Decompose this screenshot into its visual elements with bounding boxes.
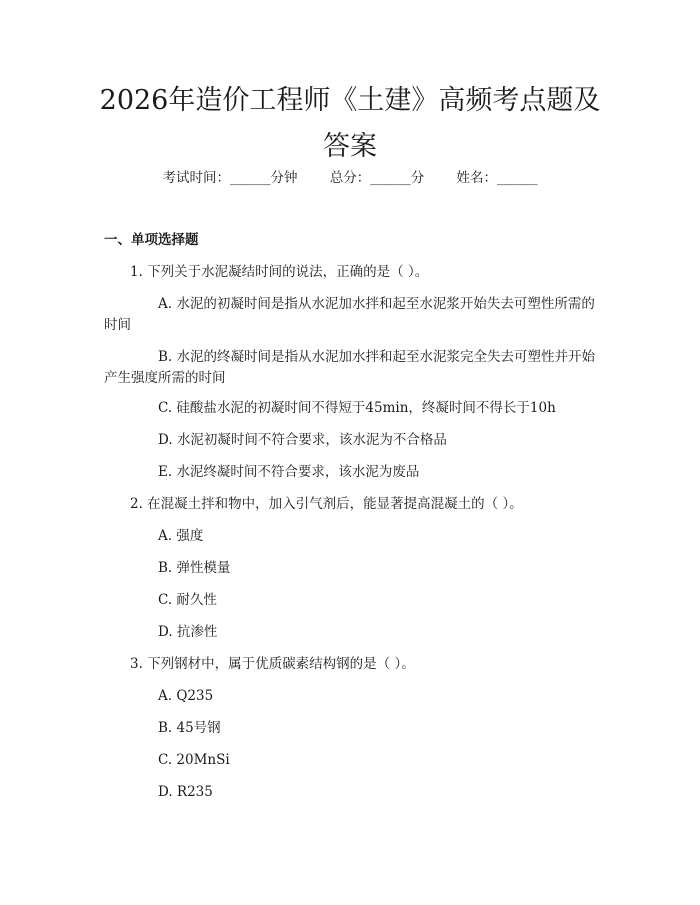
question-1-option-d: D. 水泥初凝时间不符合要求，该水泥为不合格品 bbox=[158, 432, 447, 448]
question-1-stem: 1. 下列关于水泥凝结时间的说法，正确的是（ ）。 bbox=[130, 264, 429, 280]
question-2-option-a: A. 强度 bbox=[158, 528, 204, 544]
question-1-option-c: C. 硅酸盐水泥的初凝时间不得短于45min，终凝时间不得长于10h bbox=[158, 400, 556, 416]
question-3-option-b: B. 45号钢 bbox=[158, 720, 221, 736]
question-1-option-b: B. 水泥的终凝时间是指从水泥加水拌和起至水泥浆完全失去可塑性并开始产生强度所需的时间 bbox=[104, 349, 596, 386]
question-2-option-c: C. 耐久性 bbox=[158, 592, 217, 608]
question-3-option-d: D. R235 bbox=[158, 784, 213, 800]
question-2-option-d: D. 抗渗性 bbox=[158, 624, 218, 640]
name-field: 姓名：______ bbox=[456, 170, 538, 186]
section-title: 一、单项选择题 bbox=[104, 232, 199, 248]
document-title: 2026年造价工程师《土建》高频考点题及答案 bbox=[99, 85, 601, 162]
question-1-option-a: A. 水泥的初凝时间是指从水泥加水拌和起至水泥浆开始失去可塑性所需的时间 bbox=[104, 296, 595, 333]
question-2-option-b: B. 弹性模量 bbox=[158, 560, 231, 576]
question-3-stem: 3. 下列钢材中，属于优质碳素结构钢的是（ ）。 bbox=[130, 656, 415, 672]
total-score-field: 总分：______分 bbox=[329, 170, 425, 186]
exam-meta bbox=[0, 168, 700, 188]
question-1-option-e: E. 水泥终凝时间不符合要求，该水泥为废品 bbox=[158, 464, 420, 480]
question-2-stem: 2. 在混凝土拌和物中，加入引气剂后，能显著提高混凝土的（ ）。 bbox=[130, 496, 523, 512]
question-3-option-c: C. 20MnSi bbox=[158, 752, 230, 768]
exam-time-field: 考试时间：______分钟 bbox=[162, 170, 298, 186]
question-3-option-a: A. Q235 bbox=[158, 688, 214, 704]
